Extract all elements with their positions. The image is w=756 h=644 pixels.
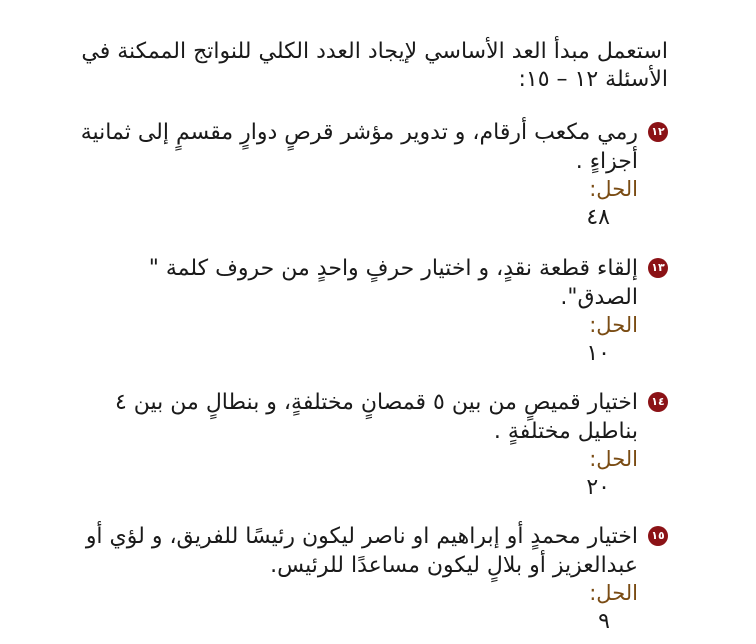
question-header <box>78 254 668 312</box>
question-text: اختيار محمدٍ أو إبراهيم او ناصر ليكون رئيسًا للفريق، و لؤي أو عبدالعزيز أو بلالٍ ليكون مساعدًا للرئيس. <box>85 524 638 578</box>
question-12 <box>78 118 668 232</box>
solution-label: الحل: <box>589 447 638 471</box>
question-number-badge: ١٤ <box>648 392 668 412</box>
question-header <box>78 388 668 446</box>
answer-value: ١٠ <box>586 341 610 366</box>
question-number-badge: ١٢ <box>648 122 668 142</box>
instructions-text: استعمل مبدأ العد الأساسي لإيجاد العدد الكلي للنواتج الممكنة في الأسئلة ١٢ – ١٥: <box>81 39 668 92</box>
solution-label: الحل: <box>589 177 638 201</box>
question-14 <box>78 388 668 502</box>
question-header <box>78 522 668 580</box>
answer-value: ٢٠ <box>586 475 610 500</box>
question-15 <box>78 522 668 636</box>
question-header <box>78 118 668 176</box>
solution-label: الحل: <box>589 581 638 605</box>
answer-value: ٤٨ <box>586 205 610 230</box>
question-number-badge: ١٣ <box>648 258 668 278</box>
question-text: رمي مكعب أرقام، و تدوير مؤشر قرصٍ دوارٍ مقسمٍ إلى ثمانية أجزاءٍ . <box>80 120 638 174</box>
question-text: اختيار قميصٍ من بين ٥ قمصانٍ مختلفةٍ، و بنطالٍ من بين ٤ بناطيل مختلفةٍ . <box>114 390 638 444</box>
question-text: إلقاء قطعة نقدٍ، و اختيار حرفٍ واحدٍ من حروف كلمة " الصدق". <box>148 256 638 310</box>
question-number-badge: ١٥ <box>648 526 668 546</box>
solution-label: الحل: <box>589 313 638 337</box>
answer-value: ٩ <box>598 609 610 634</box>
question-13 <box>78 254 668 368</box>
